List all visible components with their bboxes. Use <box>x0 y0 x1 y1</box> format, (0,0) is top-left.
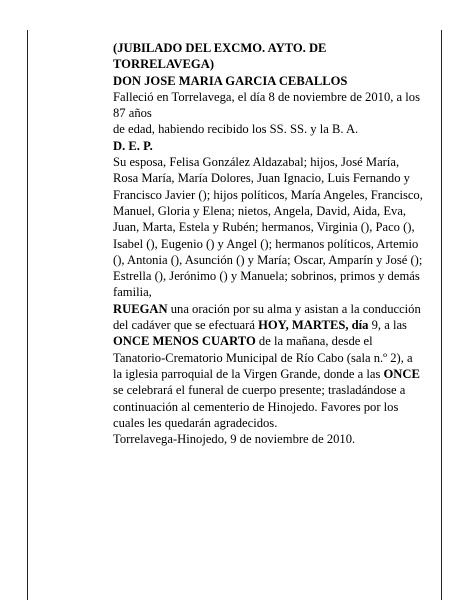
ruegan-word: RUEGAN <box>113 301 168 316</box>
obituary-notice <box>113 40 423 447</box>
conduction-time: ONCE MENOS CUARTO <box>113 334 256 349</box>
header-line: (JUBILADO DEL EXCMO. AYTO. DE TORRELAVEGA) <box>113 41 327 72</box>
sacraments-line: de edad, habiendo recibido los SS. SS. y la B. A. <box>113 122 359 137</box>
right-border-line <box>441 30 442 600</box>
request-paragraph <box>113 301 423 431</box>
request-text-2: 9, a las <box>368 318 407 333</box>
deceased-name: DON JOSE MARIA GARCIA CEBALLOS <box>113 73 348 88</box>
request-text-1: una oración por su alma y asistan a la conducción del cadáver que se efectuará <box>113 301 421 333</box>
left-border-line <box>27 30 28 600</box>
request-text-4: se celebrará el funeral de cuerpo presente; trasladándose a continuación al cementerio de Hinojedo. Favores por los cuales les quedarán agradecidos. <box>113 383 406 430</box>
hoy-martes: HOY, MARTES, día <box>258 318 369 333</box>
family-list: Su esposa, Felisa González Aldazabal; hijos, José María, Rosa María, María Dolores, Juan Ignacio, Luis Fernando y Francisco Javier (); hijos políticos, María Angeles, Francisco, Manuel, Gloria y Elena; nietos, Angela, David, Aida, Eva, Juan, Marta, Estela y Rubén; hermanos, Virginia (), Paco (), Isabel (), Eugenio () y Angel (); hermanos políticos, Artemio (), Antonia (), Asunción () y María; Oscar, Amparín y José (); Estrella (), Jerónimo () y Manuela; sobrinos, primos y demás familia, <box>113 155 423 300</box>
place-date: Torrelavega-Hinojedo, 9 de noviembre de 2010. <box>113 432 356 447</box>
funeral-time: ONCE <box>383 366 420 381</box>
dep-line: D. E. P. <box>113 138 153 153</box>
death-line: Falleció en Torrelavega, el día 8 de noviembre de 2010, a los 87 años <box>113 89 420 121</box>
request-text-3: de la mañana, desde el Tanatorio-Crematorio Municipal de Río Cabo (sala n.º 2), a la iglesia parroquial de la Virgen Grande, donde a las <box>113 334 413 381</box>
